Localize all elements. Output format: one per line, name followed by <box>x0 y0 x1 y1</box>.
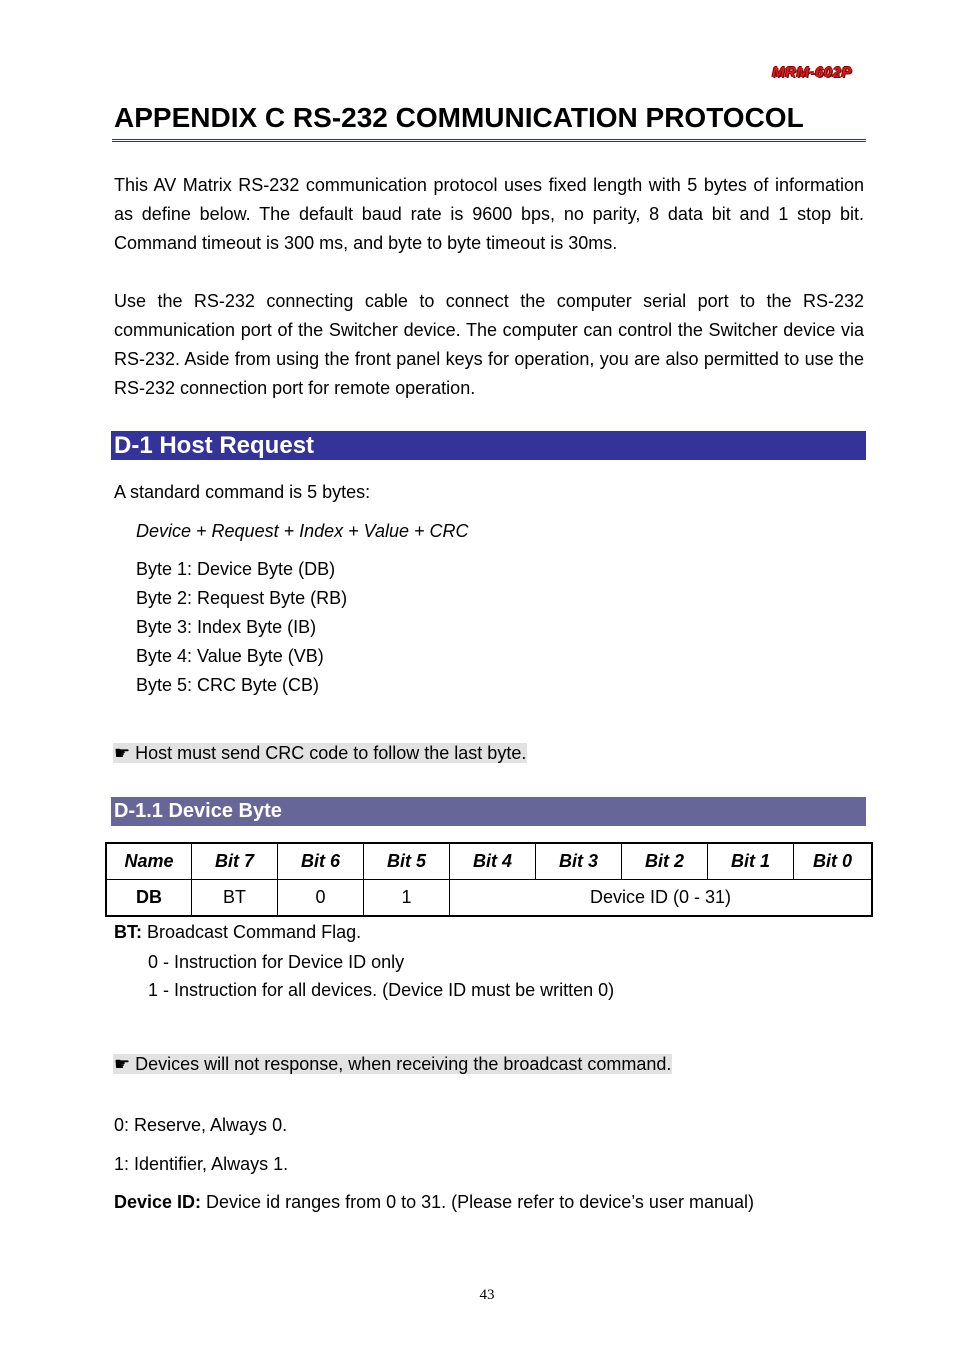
byte-list-item: Byte 3: Index Byte (IB) <box>136 617 317 637</box>
command-formula: Device + Request + Index + Value + CRC <box>136 521 469 541</box>
pointing-hand-icon: ☛ <box>114 1054 131 1074</box>
section-heading-device-byte: D-1.1 Device Byte <box>111 797 866 826</box>
byte-list-item: Byte 2: Request Byte (RB) <box>136 588 348 608</box>
bt-text: Broadcast Command Flag. <box>142 922 362 942</box>
byte-list-item: Byte 1: Device Byte (DB) <box>136 559 336 579</box>
intro-paragraph-2: Use the RS-232 connecting cable to connect the computer serial port to the RS-232 communication port of the Switcher device. The computer can control the Switcher device via RS-232. Aside from using the front panel keys for operation, you are also permitted to use the RS-232 connection port for remote operation. <box>114 291 864 398</box>
section-heading-host-request: D-1 Host Request <box>111 431 866 460</box>
table-cell-bit6: 0 <box>278 880 364 917</box>
bt-label: BT: <box>114 922 142 942</box>
table-header-cell: Bit 1 <box>708 843 794 880</box>
table-cell-bit5: 1 <box>364 880 450 917</box>
table-header-row <box>106 843 872 880</box>
note-text: Devices will not response, when receiving the broadcast command. <box>135 1054 672 1074</box>
note-box <box>113 1054 672 1074</box>
device-id-label: Device ID: <box>114 1192 202 1212</box>
table-row <box>106 880 872 917</box>
table-header-cell: Bit 0 <box>794 843 873 880</box>
broadcast-note <box>113 1053 672 1075</box>
bt-definition <box>114 921 361 943</box>
byte-list-item: Byte 4: Value Byte (VB) <box>136 646 324 666</box>
note-box <box>113 743 527 763</box>
table-cell-name: DB <box>106 880 192 917</box>
command-lead-text: A standard command is 5 bytes: <box>114 482 371 502</box>
page-title: APPENDIX C RS-232 COMMUNICATION PROTOCOL <box>114 102 804 133</box>
model-logo: MRM-602P <box>772 64 852 81</box>
table-cell-device-id: Device ID (0 - 31) <box>450 880 873 917</box>
table-header-cell: Bit 5 <box>364 843 450 880</box>
device-byte-table <box>105 842 873 917</box>
device-id-text: Device id ranges from 0 to 31. (Please refer to device’s user manual) <box>201 1192 754 1212</box>
intro-paragraph-1: This AV Matrix RS-232 communication protocol uses fixed length with 5 bytes of information as define below. The default baud rate is 9600 bps, no parity, 8 data bit and 1 stop bit. Command timeout is 300 ms, and byte to byte timeout is 30ms. <box>114 175 864 253</box>
crc-note <box>113 742 527 764</box>
table-header-cell: Bit 7 <box>192 843 278 880</box>
byte-list-item: Byte 5: CRC Byte (CB) <box>136 675 320 695</box>
table-header-cell: Bit 3 <box>536 843 622 880</box>
identifier-text: 1: Identifier, Always 1. <box>114 1154 289 1174</box>
device-id-definition <box>114 1191 754 1213</box>
bt-option: 0 - Instruction for Device ID only <box>148 952 405 972</box>
table-header-cell: Name <box>106 843 192 880</box>
page-number: 43 <box>479 1287 495 1303</box>
table-header-cell: Bit 4 <box>450 843 536 880</box>
table-header-cell: Bit 6 <box>278 843 364 880</box>
reserve-text: 0: Reserve, Always 0. <box>114 1115 288 1135</box>
note-text: Host must send CRC code to follow the last byte. <box>135 743 527 763</box>
table-cell-bit7: BT <box>192 880 278 917</box>
bt-option: 1 - Instruction for all devices. (Device ID must be written 0) <box>148 980 615 1000</box>
pointing-hand-icon: ☛ <box>114 743 131 763</box>
title-underline <box>112 139 866 142</box>
table-header-cell: Bit 2 <box>622 843 708 880</box>
